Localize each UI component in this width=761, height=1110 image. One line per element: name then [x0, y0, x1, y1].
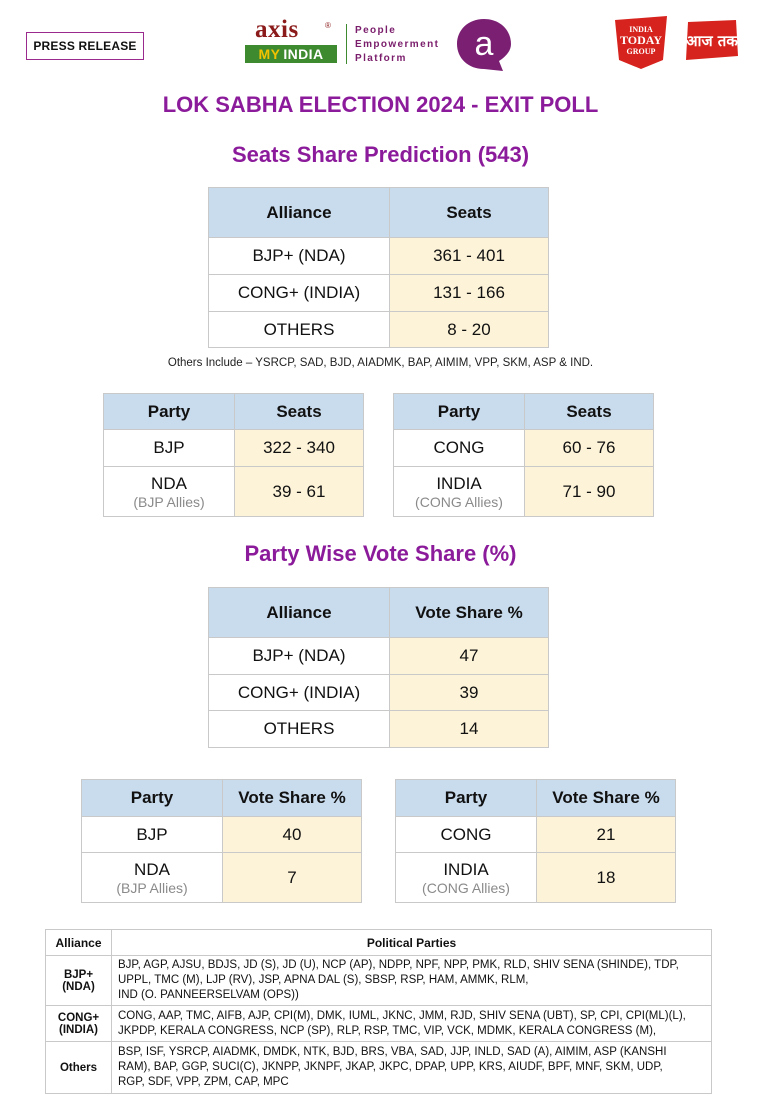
alliance-line: Others — [59, 1061, 98, 1074]
alliance-line: (INDIA) — [59, 1023, 98, 1036]
party-name: INDIA — [443, 859, 489, 879]
seats-value-cell: 39 - 61 — [235, 467, 364, 517]
my-india-my: MY — [258, 46, 281, 62]
table-row — [209, 638, 549, 675]
vote-value-cell: 7 — [223, 853, 362, 903]
parties-line: IND (O. PANNEERSELVAM (OPS)) — [118, 989, 299, 1001]
table-row — [394, 430, 654, 467]
party-subtitle: (CONG Allies) — [422, 879, 510, 896]
table-header-cell: Alliance — [209, 588, 390, 638]
table-header-cell: Alliance — [209, 188, 390, 238]
vote-value-cell: 21 — [537, 817, 676, 853]
party-subtitle: (CONG Allies) — [415, 493, 503, 510]
party-name-cell — [394, 467, 525, 517]
pep-line: Platform — [355, 53, 407, 64]
vote-alliance-table — [208, 587, 549, 748]
political-parties-table — [45, 929, 712, 1094]
india-today-group-logo — [611, 14, 671, 71]
table-header-cell: Seats — [525, 394, 654, 430]
alliance-line: (NDA) — [62, 980, 95, 993]
table-header-cell: Vote Share % — [390, 588, 549, 638]
vote-value-cell: 39 — [390, 675, 549, 711]
seats-value-cell: 322 - 340 — [235, 430, 364, 467]
table-row — [46, 956, 712, 1006]
table-row — [104, 467, 364, 517]
party-name: NDA — [151, 473, 187, 493]
page-title: LOK SABHA ELECTION 2024 - EXIT POLL — [162, 92, 599, 117]
party-name-cell: BJP — [104, 430, 235, 467]
pep-line: People — [355, 25, 397, 36]
my-india-banner — [245, 45, 337, 63]
party-name: NDA — [134, 859, 170, 879]
table-row — [82, 817, 362, 853]
axis-my-india-logo — [245, 16, 340, 64]
seats-value-cell: 71 - 90 — [525, 467, 654, 517]
seats-nda-party-table — [103, 393, 364, 517]
seats-value-cell: 8 - 20 — [390, 312, 549, 348]
press-release-badge: PRESS RELEASE — [26, 32, 144, 60]
alliance-name-cell: CONG+ (INDIA) — [209, 675, 390, 711]
aaj-tak-logo — [682, 18, 742, 62]
party-name-cell: BJP — [82, 817, 223, 853]
a-logo-letter: a — [474, 25, 494, 63]
vote-india-party-table — [395, 779, 676, 903]
alliance-name-cell: BJP+ (NDA) — [209, 638, 390, 675]
table-header-cell: Seats — [390, 188, 549, 238]
table-header-cell: Alliance — [46, 930, 112, 956]
table-header-cell: Party — [396, 780, 537, 817]
alliance-name-cell: CONG+ (INDIA) — [209, 275, 390, 312]
table-row — [209, 275, 549, 312]
parties-line: CONG, AAP, TMC, AIFB, AJP, CPI(M), DMK, IUML, JKNC, JMM, RJD, SHIV SENA (UBT), SP, CPI, CPI(ML)(L), — [118, 1009, 686, 1022]
seats-alliance-table — [208, 187, 549, 348]
it-logo-line: GROUP — [626, 47, 656, 56]
table-header-row — [209, 188, 549, 238]
people-empowerment-platform — [355, 24, 439, 66]
table-row — [209, 312, 549, 348]
table-row — [209, 711, 549, 748]
party-name-cell — [396, 853, 537, 903]
table-header-cell: Seats — [235, 394, 364, 430]
vote-value-cell: 14 — [390, 711, 549, 748]
it-logo-line: INDIA — [629, 25, 653, 34]
table-header-row — [394, 394, 654, 430]
table-header-row — [104, 394, 364, 430]
a-platform-logo — [455, 17, 513, 73]
table-row — [394, 467, 654, 517]
party-name-cell: CONG — [396, 817, 537, 853]
vote-value-cell: 40 — [223, 817, 362, 853]
table-header-row — [396, 780, 676, 817]
table-row — [46, 1042, 712, 1094]
alliance-name-cell: BJP+ (NDA) — [209, 238, 390, 275]
seats-value-cell: 131 - 166 — [390, 275, 549, 312]
parties-line: BJP, AGP, AJSU, BDJS, JD (S), JD (U), NCP (AP), NDPP, NPF, NPP, PMK, RLD, SHIV SENA (SHINDE), TDP, — [118, 959, 679, 971]
table-header-cell: Party — [104, 394, 235, 430]
table-header-cell: Vote Share % — [537, 780, 676, 817]
vote-value-cell: 18 — [537, 853, 676, 903]
pep-line: Empowerment — [355, 39, 440, 50]
axis-logo-word: axis — [255, 16, 299, 43]
it-logo-line: TODAY — [619, 33, 663, 47]
table-header-row — [46, 930, 712, 956]
parties-line: JKPDP, KERALA CONGRESS, NCP (SP), RLP, RSP, TMC, VIP, VCK, MDMK, KERALA CONGRESS (M), — [118, 1024, 657, 1037]
alliance-cell — [46, 1006, 112, 1042]
axis-logo-registered: ® — [325, 21, 331, 30]
parties-line: RGP, SDF, VPP, ZPM, CAP, MPC — [118, 1076, 289, 1088]
party-subtitle: (BJP Allies) — [116, 879, 188, 896]
logo-divider — [346, 24, 347, 64]
party-name-cell — [82, 853, 223, 903]
parties-line: BSP, ISF, YSRCP, AIADMK, DMDK, NTK, BJD, BRS, VBA, SAD, JJP, INLD, SAD (A), AIMIM, ASP (KANSHI — [118, 1046, 667, 1058]
alliance-line: CONG+ — [57, 1011, 100, 1024]
seats-india-party-table — [393, 393, 654, 517]
table-row — [209, 675, 549, 711]
party-name-cell — [104, 467, 235, 517]
vote-nda-party-table — [81, 779, 362, 903]
party-name: INDIA — [436, 473, 482, 493]
parties-cell — [112, 1006, 712, 1042]
alliance-cell — [46, 1042, 112, 1094]
table-header-row — [82, 780, 362, 817]
aaj-tak-text: आज तक — [686, 32, 738, 50]
table-header-cell: Party — [394, 394, 525, 430]
seats-value-cell: 60 - 76 — [525, 430, 654, 467]
others-include-note: Others Include – YSRCP, SAD, BJD, AIADMK, BAP, AIMIM, VPP, SKM, ASP & IND. — [167, 357, 594, 369]
parties-line: RAM), BAP, GGP, SUCI(C), JKNPP, JKNPF, JKAP, JKPC, DPAP, UPP, KRS, AIUDF, BPF, MNF, SKM, UDP, — [118, 1061, 663, 1073]
table-header-cell: Vote Share % — [223, 780, 362, 817]
table-header-row — [209, 588, 549, 638]
seats-share-heading: Seats Share Prediction (543) — [231, 142, 530, 167]
parties-cell — [112, 1042, 712, 1094]
alliance-name-cell: OTHERS — [209, 711, 390, 748]
party-name-cell: CONG — [394, 430, 525, 467]
table-header-cell: Political Parties — [112, 930, 712, 956]
table-row — [209, 238, 549, 275]
alliance-name-cell: OTHERS — [209, 312, 390, 348]
party-subtitle: (BJP Allies) — [133, 493, 205, 510]
vote-share-heading: Party Wise Vote Share (%) — [244, 541, 517, 566]
parties-line: UPPL, TMC (M), LJP (RV), JSP, APNA DAL (S), SBSP, RSP, HAM, AMMK, RLM, — [118, 974, 529, 986]
alliance-line: BJP+ — [63, 968, 94, 981]
vote-value-cell: 47 — [390, 638, 549, 675]
seats-value-cell: 361 - 401 — [390, 238, 549, 275]
table-row — [82, 853, 362, 903]
my-india-india: INDIA — [283, 46, 324, 62]
table-row — [396, 817, 676, 853]
table-row — [396, 853, 676, 903]
table-row — [46, 1006, 712, 1042]
table-header-cell: Party — [82, 780, 223, 817]
parties-cell — [112, 956, 712, 1006]
table-row — [104, 430, 364, 467]
alliance-cell — [46, 956, 112, 1006]
